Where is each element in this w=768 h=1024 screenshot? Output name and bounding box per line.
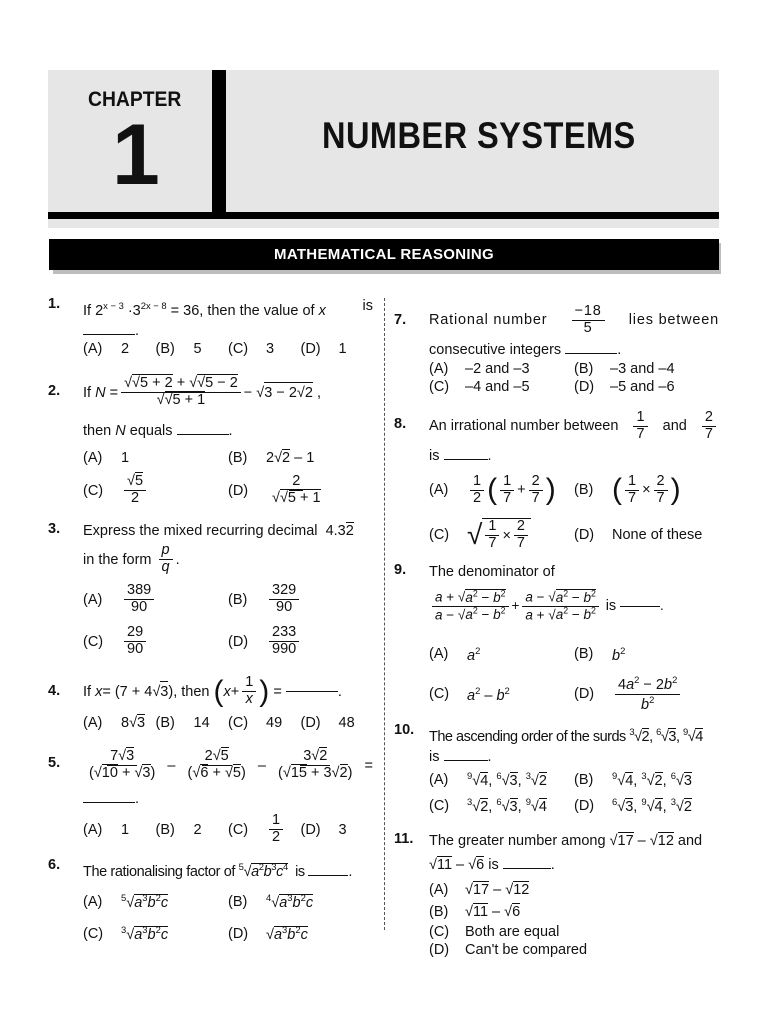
question-2: 2. If N = $\frac{√√5 + 2 + √√5 - 2}{√√5 + 1}$ − √ 3 − 2√2 , then N equals . (A) 1 (B) 2√2 – 1 (C) $\frac{√5}{2}$ (D) $\frac{2}{√√5 + 1}$ (48, 371, 374, 513)
option-a[interactable]: (A) 1 (83, 821, 130, 838)
options (83, 715, 373, 731)
option-b[interactable]: (B) 2√2 – 1 (228, 449, 315, 466)
option-b[interactable]: (B) 2 (155, 821, 202, 838)
option-c[interactable]: (C) Both are equal (429, 923, 560, 940)
option-c[interactable]: (C) –4 and –5 (429, 379, 530, 395)
option-c[interactable]: (C) √ $\frac{1}{7}$ × $\frac{2}{7}$ (429, 512, 574, 558)
header-divider (212, 70, 226, 219)
option-b[interactable]: (B) √11 – √6 (429, 903, 521, 920)
question-4: 4. If x = (7 + 4√ 3 ), then ( x + $\frac{1}{x}$ ) = . (A) 8√3 (B) 14 (C) 49 (D) 48 (48, 671, 374, 731)
option-a[interactable]: (A) $\frac{389}{90}$ (83, 579, 228, 621)
chapter-label: CHAPTER (88, 88, 182, 111)
option-a[interactable]: (A) $\frac{1}{2}$ ( $\frac{1}{7}$ + $\frac{2}{7}$ ) (429, 472, 556, 506)
word: If (83, 384, 92, 401)
question-9: 9. The denominator of $\frac{a + √a^2 - b^2}{a - √a^2 - b^2}$ + $\frac{a - √a^2 - b^2}{a + √a^2 - b^2}$ is . (A) $a^2$ (B) $b^2$ (C) $a^2 - b^2$ (D) $\frac{4a^2 - 2b^2}{b^2}$ (394, 562, 724, 716)
options (429, 636, 719, 716)
option-d[interactable]: (D) $\frac{2}{√√5 + 1}$ (228, 473, 321, 507)
option-c[interactable]: (C) 49 (228, 714, 283, 731)
options (83, 579, 373, 663)
option-b[interactable]: (B) ( $\frac{1}{7}$ × $\frac{2}{7}$ ) (574, 472, 681, 506)
option-c[interactable]: (C) $^3$√2, $^6$√3, $^9$√4 (429, 796, 547, 816)
option-d[interactable]: (D) $\frac{4a^2 - 2b^2}{b^2}$ (574, 672, 719, 716)
header-rule (48, 212, 719, 219)
question-number: 9. (394, 562, 407, 578)
option-c[interactable]: (C) $^3√a^3b^2c$ (83, 924, 169, 944)
left-column (48, 292, 374, 950)
option-d[interactable]: (D) $\frac{233}{990}$ (228, 621, 373, 663)
option-c[interactable]: (C) 3 (228, 340, 275, 357)
option-d[interactable]: (D) Can't be compared (429, 941, 588, 958)
option-a[interactable]: (A) $^9$√4, $^6$√3, $^3$√2 (429, 770, 547, 790)
fraction: $\frac{√√5 + 2 + √√5 - 2}{√√5 + 1}$ (121, 376, 241, 409)
question-number: 6. (48, 856, 61, 873)
option-d[interactable]: (D) $√a^3b^2c$ (228, 924, 308, 944)
column-divider (384, 298, 385, 930)
question-number: 1. (48, 296, 61, 312)
option-a[interactable]: (A) 1 (83, 449, 130, 466)
option-c[interactable]: (C) $\frac{√5}{2}$ (83, 469, 228, 513)
question-text: If $2^{x - 3} \cdot 3^{2x - 8} = 36$, then the value of x (83, 300, 326, 319)
option-a[interactable]: (A) –2 and –3 (429, 361, 530, 377)
options (83, 886, 373, 950)
question-1 (48, 296, 374, 357)
option-c[interactable]: (C) $\frac{1}{2}$ (228, 809, 301, 851)
question-number: 2. (48, 382, 61, 399)
right-column (394, 300, 724, 959)
option-b[interactable]: (B) $^9$√4, $^3$√2, $^6$√3 (574, 770, 692, 790)
options (83, 447, 373, 513)
blank: . (83, 321, 374, 341)
option-b[interactable]: (B) –3 and –4 (574, 361, 675, 377)
option-a[interactable]: (A) 8√3 (83, 714, 146, 731)
option-b[interactable]: (B) $\frac{329}{90}$ (228, 579, 373, 621)
question-number: 3. (48, 520, 61, 537)
question-number: 7. (394, 312, 407, 328)
options (83, 809, 373, 851)
question-number: 11. (394, 830, 414, 847)
option-a[interactable]: (A) 2 (83, 340, 130, 357)
option-b[interactable]: (B) 5 (155, 340, 202, 357)
options (83, 341, 373, 357)
option-d[interactable]: (D) $^6$√3, $^9$√4, $^3$√2 (574, 796, 692, 816)
question-number: 4. (48, 682, 61, 699)
question-number: 5. (48, 754, 61, 771)
options (429, 360, 719, 396)
question-8: 8. An irrational number between $\frac{1}{7}$ and $\frac{2}{7}$ is . (A) $\frac{1}{2}$ ( $\frac{1}{7}$ + $\frac{2}{7}$ ) (B) ( $\frac{1}{7}$ × $\frac{2}{7}$ ) (C) √ $\frac{1}{7}$ × $\frac{2}{7}$ (D) None of these (394, 406, 724, 558)
question-11: 11. The greater number among √17 – √12 and √11 – √6 is . (A) √17 – √12 (B) √11 – √6 (C) Both are equal (D) Can't be compared (394, 831, 724, 959)
option-d[interactable]: (D) None of these (574, 527, 703, 543)
chapter-title: NUMBER SYSTEMS (322, 115, 636, 156)
question-3: 3. Express the mixed recurring decimal 4.32 in the form $\frac{p}{q}$ . (A) $\frac{389}{90}$ (B) $\frac{329}{90}$ (C) $\frac{29}{90}$ (D) $\frac{233}{990}$ (48, 521, 374, 663)
option-a[interactable]: (A) $^5√a^3b^2c$ (83, 892, 169, 912)
word: is (362, 298, 373, 314)
option-b[interactable]: (B) 14 (155, 714, 210, 731)
option-c[interactable]: (C) $a^2 - b^2$ (429, 684, 510, 704)
option-a[interactable]: (A) √17 – √12 (429, 881, 530, 898)
option-d[interactable]: (D) –5 and –6 (574, 379, 675, 395)
option-b[interactable]: (B) $^4√a^3b^2c$ (228, 892, 314, 912)
options (429, 879, 724, 959)
question-6: 6. The rationalising factor of $^5√a^2b^3c^4$ is . (A) $^5√a^3b^2c$ (B) $^4√a^3b^2c$ (C) $^3√a^3b^2c$ (D) $√a^3b^2c$ (48, 857, 374, 950)
question-10: 10. The ascending order of the surds $^3$√2, $^6$√3, $^9$√4 is . (A) $^9$√4, $^6$√3, $^3$√2 (B) $^9$√4, $^3$√2, $^6$√3 (C) $^3$√2, $^6$√3, $^9$√4 (D) $^6$√3, $^9$√4, $^3$√2 (394, 722, 724, 819)
option-d[interactable]: (D) 48 (300, 714, 355, 731)
question-number: 10. (394, 722, 415, 738)
options (429, 468, 719, 558)
option-c[interactable]: (C) $\frac{29}{90}$ (83, 621, 228, 663)
question-5: 5. $\frac{7√3}{(√10 + √3)}$ – $\frac{2√5}{(√6 + √5)}$ – $\frac{3√2}{(√15 + 3√2)}$ = . (A) 1 (B) 2 (C) $\frac{1}{2}$ (D) 3 (48, 743, 374, 851)
option-a[interactable]: (A) $a^2$ (429, 644, 481, 664)
option-d[interactable]: (D) 3 (300, 821, 347, 838)
options (429, 767, 719, 819)
chapter-number: 1 (112, 107, 160, 203)
question-7: 7. Rational number $\frac{-18}{5}$ lies between consecutive integers . (A) –2 and –3 (B) –3 and –4 (C) –4 and –5 (D) –5 and –6 (394, 302, 719, 395)
section-banner: MATHEMATICAL REASONING (49, 239, 719, 270)
question-number: 8. (394, 416, 407, 432)
option-b[interactable]: (B) $b^2$ (574, 644, 626, 664)
option-d[interactable]: (D) 1 (300, 340, 347, 357)
